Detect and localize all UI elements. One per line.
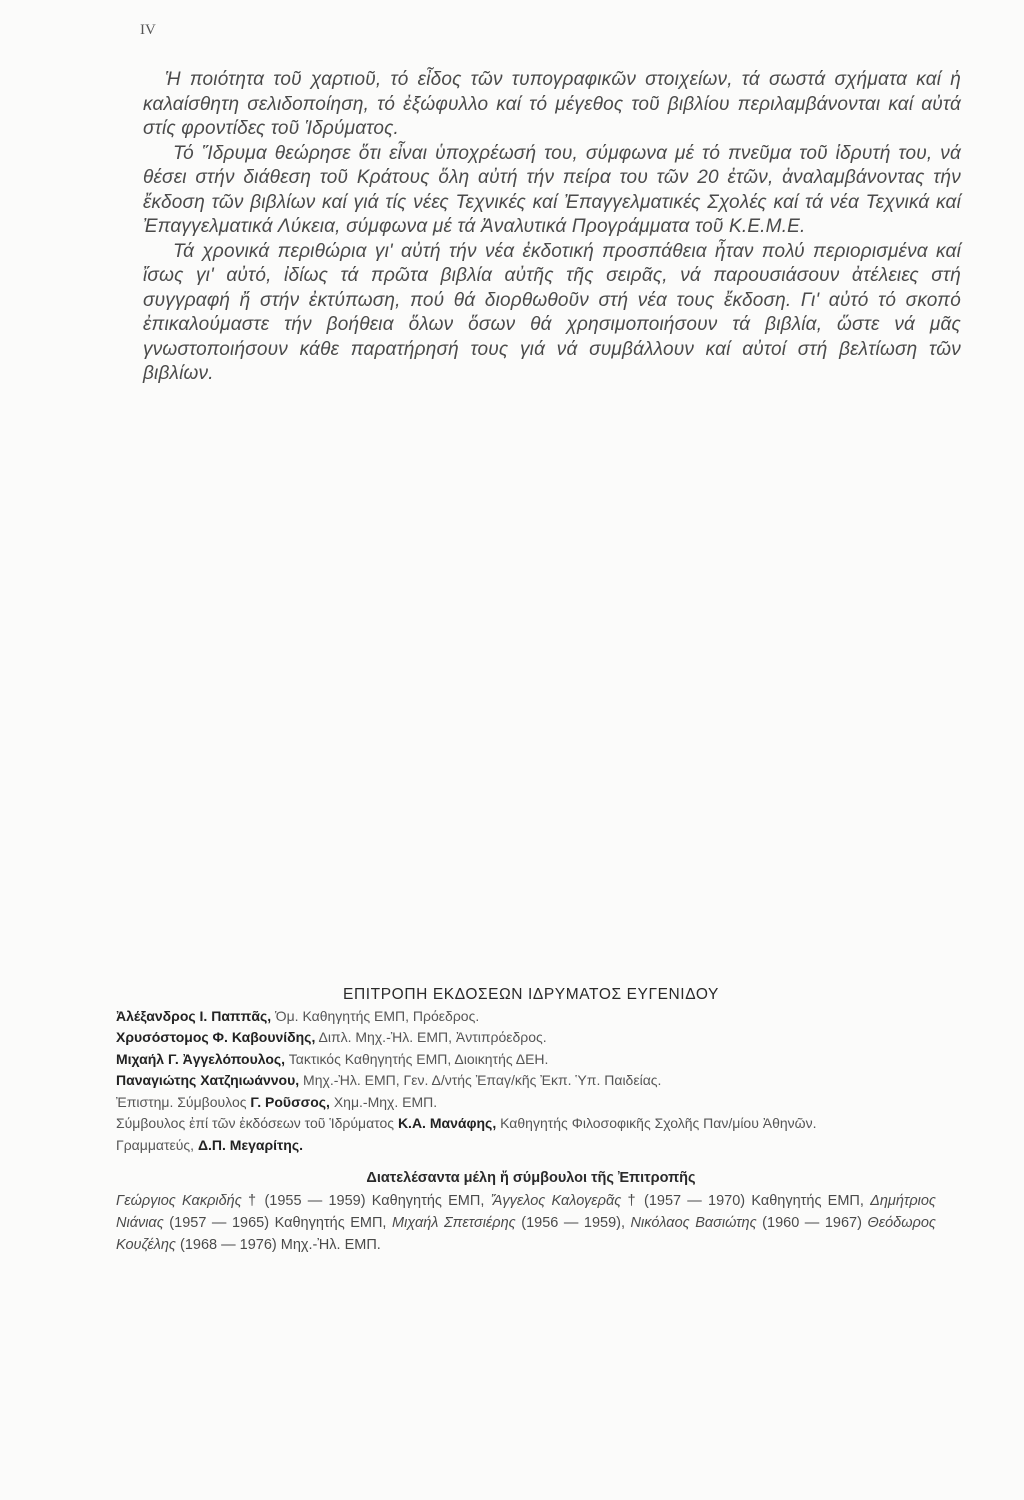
former-member-name: Θεόδωρος Κουζέλης [116, 1214, 936, 1253]
paragraph: Τό Ἵδρυμα θεώρησε ὅτι εἶναι ὑποχρέωσή του, σύμφωνα μέ τό πνεῦμα τοῦ ἱδρυτή του, νά θέσει στήν διάθεση τοῦ Κράτους ὅλη αὐτή τήν πείρα του τῶν 20 ἐτῶν, ἀναλαμβάνοντας τήν ἔκδοση τῶν βιβλίων καί γιά τίς νέες Τεχνικές καί Ἐπαγγελματικές Σχολές καί τά νέα Τεχνικά καί Ἐπαγγελματικά Λύκεια, σύμφωνα μέ τά Ἀναλυτικά Προγράμματα τοῦ Κ.Ε.Μ.Ε. [143, 142, 961, 237]
former-member-name: Δημήτριος Νιάνιας [116, 1192, 936, 1231]
former-member-detail: (1957 — 1965) Καθηγητής ΕΜΠ, [163, 1214, 392, 1231]
member-prefix: Σύμβουλος ἐπί τῶν ἐκδόσεων τοῦ Ἱδρύματος [116, 1115, 398, 1131]
member-name: Κ.Α. Μανάφης, [397, 1115, 497, 1131]
member-name: Ἀλέξανδρος Ι. Παππᾶς, [116, 1007, 272, 1024]
member-name: Γ. Ροῦσσος, [250, 1093, 330, 1110]
intro-text [143, 68, 961, 387]
member-name: Μιχαήλ Γ. Ἀγγελόπουλος, [116, 1050, 286, 1067]
member-role: Τακτικός Καθηγητής ΕΜΠ, Διοικητής ΔΕΗ. [285, 1050, 549, 1067]
member-role: Ὁμ. Καθηγητής ΕΜΠ, Πρόεδρος. [271, 1007, 480, 1024]
former-member-detail: † (1955 — 1959) Καθηγητής ΕΜΠ, [241, 1192, 491, 1209]
committee-member [116, 1049, 946, 1071]
former-member-name: Μιχαήλ Σπετσιέρης [392, 1214, 516, 1231]
member-role: Καθηγητής Φιλοσοφικῆς Σχολῆς Παν/μίου Ἀθηνῶν. [496, 1115, 817, 1131]
committee-member [116, 1027, 946, 1049]
committee-section [116, 984, 946, 1256]
former-members-text [116, 1190, 936, 1256]
former-member-name: Νικόλαος Βασιώτης [630, 1214, 757, 1231]
committee-title: ΕΠΙΤΡΟΠΗ ΕΚΔΟΣΕΩΝ ΙΔΡΥΜΑΤΟΣ ΕΥΓΕΝΙΔΟΥ [343, 986, 719, 1003]
former-member-detail: (1956 — 1959), [515, 1214, 631, 1231]
member-name: Χρυσόστομος Φ. Καβουνίδης, [116, 1029, 316, 1045]
committee-member [116, 1135, 946, 1157]
member-role: Διπλ. Μηχ.-Ἠλ. ΕΜΠ, Ἀντιπρόεδρος. [315, 1029, 547, 1045]
member-role: Μηχ.-Ἠλ. ΕΜΠ, Γεν. Δ/ντής Ἐπαγ/κῆς Ἐκπ. Ὑπ. Παιδείας. [299, 1072, 662, 1088]
member-prefix: Γραμματεύς, [116, 1136, 198, 1153]
former-member-name: Γεώργιος Κακριδής [116, 1192, 242, 1209]
member-role: Χημ.-Μηχ. ΕΜΠ. [329, 1093, 438, 1110]
former-member-detail: † (1957 — 1970) Καθηγητής ΕΜΠ, [621, 1192, 871, 1209]
former-members-title: Διατελέσαντα μέλη ἤ σύμβουλοι τῆς Ἐπιτροπῆς [366, 1170, 696, 1186]
former-member-detail: (1960 — 1967) [756, 1214, 868, 1231]
member-name: Παναγιώτης Χατζηιωάννου, [116, 1072, 300, 1088]
member-prefix: Ἐπιστημ. Σύμβουλος [116, 1093, 251, 1110]
paragraph: Τά χρονικά περιθώρια γι' αὐτή τήν νέα ἐκδοτική προσπάθεια ἦταν πολύ περιορισμένα καί ἴσως γι' αὐτό, ἰδίως τά πρῶτα βιβλία αὐτῆς τῆς σειρᾶς, νά παρουσιάσουν ἀτέλειες στή συγγραφή ἤ στήν ἐκτύπωση, πού θά διορθωθοῦν στή νέα τους ἔκδοση. Γι' αὐτό τό σκοπό ἐπικαλούμαστε τήν βοήθεια ὅλων ὅσων θά χρησιμοποιήσουν τά βιβλία, ὥστε νά μᾶς γνωστοποιήσουν κάθε παρατήρησή τους γιά νά συμβάλλουν καί αὐτοί στή βελτίωση τῶν βιβλίων. [143, 240, 961, 384]
committee-member [116, 1092, 946, 1114]
committee-member [116, 1006, 946, 1028]
former-member-detail: (1968 — 1976) Μηχ.-Ἠλ. ΕΜΠ. [175, 1236, 381, 1253]
page-number: IV [140, 22, 156, 38]
former-member-name: Ἄγγελος Καλογερᾶς [490, 1192, 622, 1209]
committee-member [116, 1113, 946, 1135]
member-name: Δ.Π. Μεγαρίτης. [197, 1136, 304, 1153]
paragraph: Ἡ ποιότητα τοῦ χαρτιοῦ, τό εἶδος τῶν τυπογραφικῶν στοιχείων, τά σωστά σχήματα καί ἡ καλαίσθητη σελιδοποίηση, τό ἐξώφυλλο καί τό μέγεθος τοῦ βιβλίου περιλαμβάνονται καί αὐτά στίς φροντίδες τοῦ Ἱδρύματος. [143, 69, 961, 139]
committee-member [116, 1070, 946, 1092]
